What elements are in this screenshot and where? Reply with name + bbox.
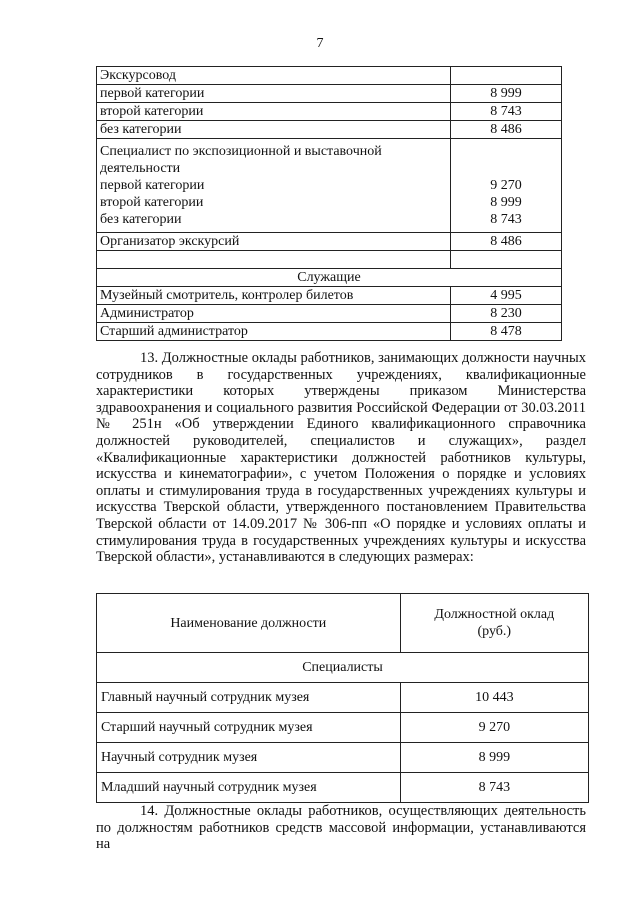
table-row: [97, 305, 562, 323]
salary-value: 8 486: [450, 121, 561, 139]
table-row: [97, 121, 562, 139]
table-row: [97, 139, 562, 233]
position-line: деятельности: [100, 161, 181, 176]
table-row: [97, 323, 562, 341]
position-name: Научный сотрудник музея: [97, 743, 401, 773]
salary-value: [450, 251, 561, 269]
position-name: Экскурсовод: [97, 67, 451, 85]
position-name: Организатор экскурсий: [97, 233, 451, 251]
salary-value: [450, 67, 561, 85]
salary-line: 8 743: [490, 212, 522, 227]
section-title: Специалисты: [97, 653, 589, 683]
position-line: без категории: [100, 212, 182, 227]
salary-value: 8 486: [450, 233, 561, 251]
position-name: Администратор: [97, 305, 451, 323]
table-row: [97, 773, 589, 803]
salary-value: 10 443: [400, 683, 588, 713]
paragraph-14: 14. Должностные оклады работников, осуществляющих деятельность по должностям работников средств массовой информации, устанавливаются на: [96, 803, 586, 853]
table-row: [97, 67, 562, 85]
section-title: Служащие: [97, 269, 562, 287]
page-number: 7: [316, 36, 324, 51]
position-line: Специалист по экспозиционной и выставочной: [100, 144, 382, 159]
salary-line: [454, 143, 558, 160]
salary-value: 8 999: [400, 743, 588, 773]
salary-table-guides-staff: [96, 66, 562, 341]
table-row: [97, 103, 562, 121]
table-row: [97, 683, 589, 713]
table-row: [97, 743, 589, 773]
table-row: [97, 233, 562, 251]
table-row: [97, 85, 562, 103]
position-line: первой категории: [100, 178, 205, 193]
paragraph-13: 13. Должностные оклады работников, занимающих должности научных сотрудников в государственных учреждениях, квалификационные характеристики которых утверждены приказом Министерства здравоохранения и социального развития Российской Федерации от 30.03.2011 № 251н «Об утверждении Единого квалификационного справочника должностей руководителей, специалистов и служащих», раздел «Квалификационные характеристики должностей работников культуры, искусства и кинематографии», с учетом Положения о порядке и условиях оплаты и стимулирования труда в государственных учреждениях культуры и искусства Тверской области, утвержденного постановлением Правительства Тверской области от 14.09.2017 № 306-пп «О порядке и условиях оплаты и стимулирования труда в государственных учреждениях культуры и искусства Тверской области», устанавливаются в следующих размерах:: [96, 350, 586, 566]
position-line: второй категории: [100, 195, 204, 210]
position-name: Главный научный сотрудник музея: [97, 683, 401, 713]
header-line: (руб.): [477, 624, 512, 639]
position-name: Младший научный сотрудник музея: [97, 773, 401, 803]
position-name: без категории: [97, 121, 451, 139]
section-row: [97, 653, 589, 683]
salary-value: 4 995: [450, 287, 561, 305]
salary-table-researchers: [96, 593, 589, 803]
table-header-row: [97, 594, 589, 653]
table-row-empty: [97, 251, 562, 269]
position-name: Старший научный сотрудник музея: [97, 713, 401, 743]
table-row: [97, 713, 589, 743]
salary-value: 8 478: [450, 323, 561, 341]
position-name: первой категории: [97, 85, 451, 103]
salary-value: 8 743: [400, 773, 588, 803]
section-row: [97, 269, 562, 287]
salary-line: [454, 160, 558, 177]
table-row: [97, 287, 562, 305]
salary-value: 8 230: [450, 305, 561, 323]
position-name: [97, 139, 451, 233]
position-name: Музейный смотритель, контролер билетов: [97, 287, 451, 305]
position-name: второй категории: [97, 103, 451, 121]
salary-value: 9 270: [400, 713, 588, 743]
salary-value: 8 743: [450, 103, 561, 121]
salary-line: 8 999: [490, 195, 522, 210]
header-line: Должностной оклад: [434, 607, 555, 622]
salary-value: [450, 139, 561, 233]
position-name: [97, 251, 451, 269]
column-header-position: Наименование должности: [97, 594, 401, 653]
position-name: Старший администратор: [97, 323, 451, 341]
salary-value: 8 999: [450, 85, 561, 103]
salary-line: 9 270: [490, 178, 522, 193]
column-header-salary: [400, 594, 588, 653]
